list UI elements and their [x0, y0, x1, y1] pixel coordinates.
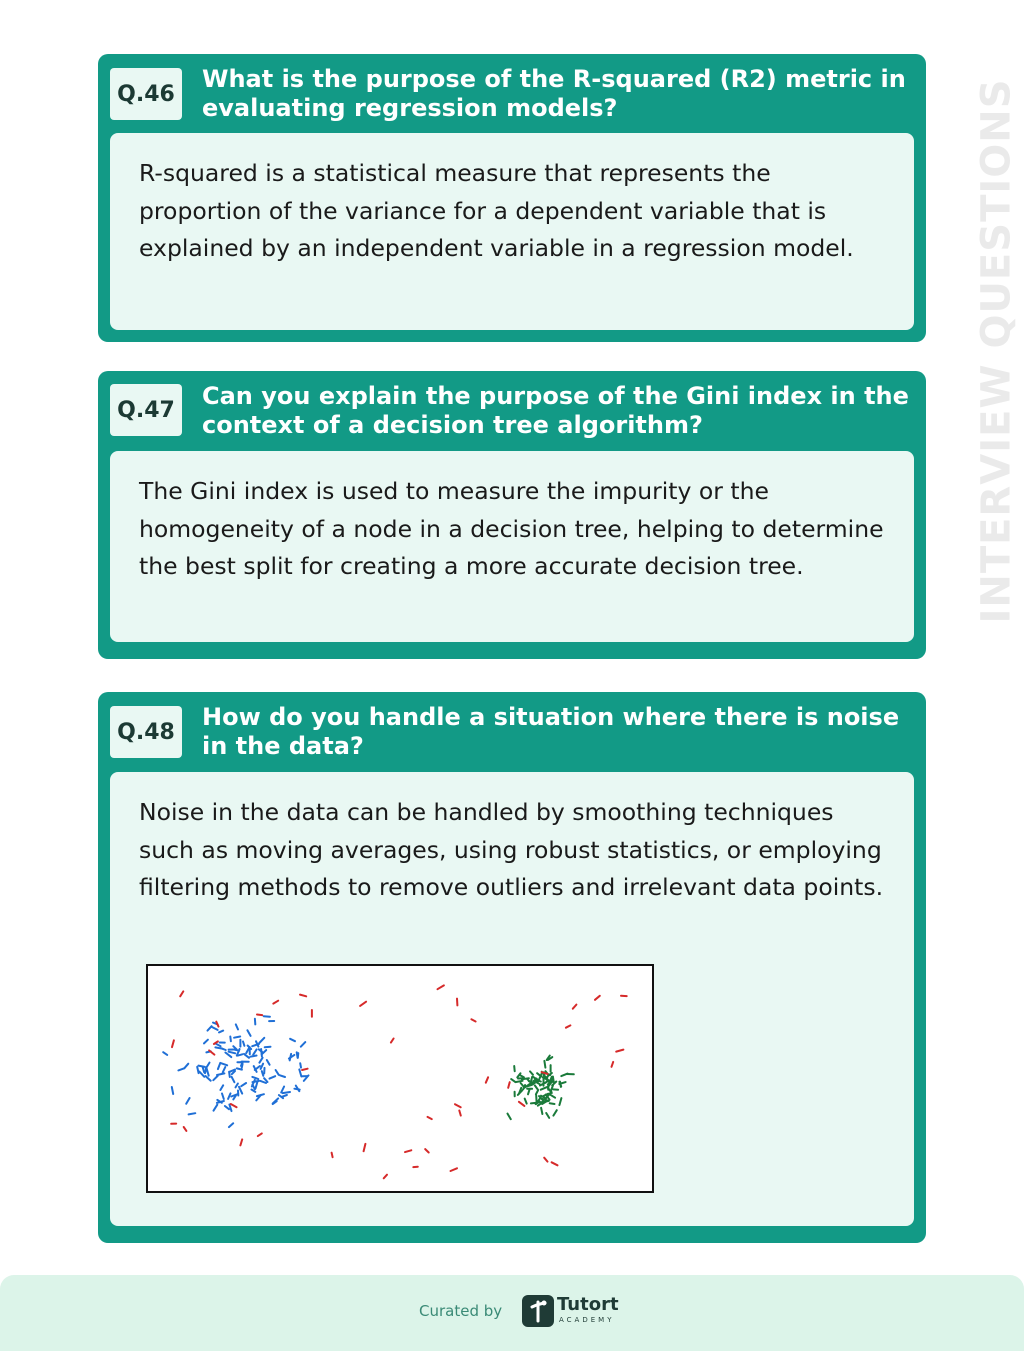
cluster-a-point [300, 1063, 301, 1067]
cluster-a-point [244, 1054, 249, 1058]
noise-point [332, 1153, 333, 1158]
cluster-a-point [184, 1064, 188, 1069]
cluster-b-point [550, 1103, 555, 1104]
noise-point [180, 991, 183, 996]
cluster-b-point [560, 1082, 561, 1087]
cluster-a-point [242, 1064, 243, 1068]
cluster-b-point [525, 1099, 527, 1104]
noise-point [240, 1139, 242, 1145]
cluster-a-point [281, 1087, 284, 1093]
answer-text: R-squared is a statistical measure that represents the proportion of the variance for a dependent variable that is explained by an independent variable in a regression model. [139, 159, 854, 262]
cluster-a-point [218, 1064, 220, 1069]
cluster-b-point [559, 1098, 561, 1105]
cluster-b-point [561, 1074, 567, 1077]
cluster-a-point [283, 1092, 290, 1093]
cluster-a-point [265, 1047, 271, 1048]
noise-point [184, 1127, 187, 1131]
answer-panel [110, 772, 914, 1226]
cluster-a-point [252, 1085, 255, 1090]
brand-name: Tutort [557, 1294, 619, 1315]
cluster-a-point [259, 1049, 263, 1053]
cluster-b-point [546, 1113, 549, 1118]
cluster-b-point [536, 1082, 540, 1084]
question-number: Q.46 [110, 68, 182, 120]
noise-point [405, 1150, 411, 1152]
noise-point [300, 995, 306, 997]
cluster-a-point [208, 1026, 212, 1030]
cluster-b-point [553, 1110, 556, 1115]
noise-point [544, 1158, 547, 1162]
noise-point [566, 1025, 571, 1027]
cluster-a-point [215, 1043, 220, 1046]
cluster-a-point [207, 1068, 209, 1075]
cluster-a-point [229, 1105, 231, 1112]
cluster-a-point [297, 1052, 298, 1057]
noise-point [455, 1104, 461, 1107]
cluster-a-point [178, 1068, 184, 1070]
cluster-a-point [219, 1031, 223, 1033]
question-card-46 [98, 54, 926, 342]
noise-point [595, 996, 600, 1000]
cluster-a-point [229, 1123, 233, 1127]
cluster-a-point [238, 1054, 242, 1055]
cluster-a-point [270, 1076, 276, 1078]
answer-panel [110, 451, 914, 642]
cluster-a-point [212, 1027, 217, 1030]
cluster-a-point [253, 1081, 260, 1082]
answer-panel [110, 133, 914, 330]
noise-point [257, 1015, 262, 1016]
cluster-a-point [197, 1067, 198, 1073]
cluster-a-point [301, 1042, 306, 1047]
cluster-b-point [520, 1075, 524, 1077]
noise-point [451, 1168, 458, 1171]
cluster-a-point [186, 1098, 189, 1104]
question-card-48 [98, 692, 926, 1243]
cluster-a-point [282, 1095, 287, 1097]
noise-point [486, 1077, 488, 1082]
cluster-b-point [536, 1090, 538, 1094]
cluster-b-point [508, 1114, 511, 1120]
cluster-b-point [514, 1066, 515, 1071]
cluster-a-point [276, 1070, 279, 1075]
cluster-b-point [521, 1083, 525, 1087]
answer-text: Noise in the data can be handled by smoothing techniques such as moving averages, using robust statistics, or employing filtering methods to remove outliers and irrelevant data points. [139, 798, 884, 901]
noise-scatter-plot [146, 964, 654, 1193]
cluster-b-point [553, 1077, 554, 1082]
cluster-b-point [541, 1108, 542, 1114]
noise-point [428, 1117, 432, 1119]
interview-questions-side-label [975, 38, 1019, 663]
footer [0, 1275, 1024, 1351]
cluster-a-point [253, 1049, 256, 1054]
noise-point [471, 1019, 475, 1021]
cluster-a-point [234, 1037, 240, 1038]
noise-point [612, 1062, 614, 1067]
cluster-a-point [230, 1037, 231, 1042]
noise-point [231, 1104, 237, 1107]
question-title: How do you handle a situation where there is noise in the data? [202, 703, 900, 760]
cluster-b-point [528, 1090, 530, 1095]
noise-point [364, 1144, 366, 1151]
curated-by-label: Curated by [419, 1302, 503, 1320]
noise-point [391, 1039, 394, 1043]
cluster-a-point [256, 1082, 258, 1089]
cluster-b-point [535, 1086, 538, 1090]
noise-point [519, 1102, 525, 1106]
cluster-a-point [189, 1113, 196, 1114]
noise-point [425, 1149, 429, 1152]
question-number: Q.48 [110, 706, 182, 758]
cluster-a-point [299, 1069, 301, 1076]
cluster-a-point [280, 1075, 285, 1077]
cluster-a-point [213, 1076, 217, 1080]
noise-point [273, 1001, 278, 1004]
cluster-a-point [203, 1067, 205, 1072]
noise-point [216, 1022, 218, 1027]
cluster-a-point [163, 1052, 167, 1055]
cluster-a-point [250, 1056, 256, 1057]
cluster-a-point [220, 1063, 227, 1065]
cluster-a-point [217, 1073, 224, 1075]
scatter-canvas [148, 966, 651, 1190]
noise-point [438, 985, 444, 989]
cluster-b-point [541, 1087, 548, 1090]
cluster-a-point [247, 1030, 250, 1036]
noise-point [302, 1069, 308, 1070]
cluster-a-point [290, 1039, 295, 1041]
cluster-a-point [206, 1076, 211, 1081]
noise-point [172, 1040, 174, 1047]
cluster-a-point [262, 1071, 264, 1076]
cluster-a-point [204, 1040, 208, 1044]
cluster-a-point [228, 1093, 230, 1099]
question-title: What is the purpose of the R-squared (R2) metric in evaluating regression models? [202, 65, 906, 122]
cluster-a-point [225, 1106, 229, 1109]
tutort-logo-icon [522, 1295, 554, 1327]
noise-point [573, 1005, 577, 1009]
cluster-a-point [261, 1064, 264, 1069]
cluster-a-point [229, 1052, 236, 1054]
cluster-b-point [530, 1071, 533, 1074]
question-title: Can you explain the purpose of the Gini index in the context of a decision tree algorithm? [202, 382, 909, 439]
cluster-b-point [511, 1079, 515, 1082]
cluster-a-point [215, 1047, 222, 1048]
noise-point [616, 1050, 623, 1052]
noise-point [258, 1133, 262, 1136]
cluster-a-point [223, 1067, 226, 1072]
cluster-b-point [515, 1081, 522, 1082]
cluster-a-point [198, 1066, 204, 1067]
cluster-a-point [264, 1016, 270, 1017]
cluster-a-point [232, 1077, 235, 1082]
noise-point [360, 1002, 366, 1006]
noise-point [384, 1175, 387, 1179]
cluster-a-point [260, 1081, 266, 1083]
cluster-a-point [259, 1058, 262, 1063]
noise-point [508, 1082, 510, 1088]
cluster-a-point [236, 1084, 238, 1088]
noise-point [552, 1162, 558, 1165]
cluster-a-point [239, 1087, 242, 1094]
question-number: Q.47 [110, 384, 182, 436]
cluster-a-point [267, 1060, 270, 1065]
cluster-b-point [544, 1061, 545, 1068]
cluster-a-point [172, 1087, 173, 1094]
noise-point [459, 1111, 461, 1116]
answer-text: The Gini index is used to measure the impurity or the homogeneity of a node in a decision tree, helping to determine the best split for creating a more accurate decision tree. [139, 477, 884, 580]
cluster-a-point [236, 1024, 238, 1029]
cluster-a-point [241, 1083, 246, 1086]
cluster-a-point [220, 1085, 223, 1090]
cluster-a-point [259, 1038, 264, 1043]
cluster-a-point [225, 1053, 231, 1058]
cluster-a-point [214, 1105, 218, 1111]
cluster-a-point [243, 1042, 244, 1046]
side-label-text: INTERVIEW QUESTIONS [974, 77, 1020, 624]
question-card-47 [98, 371, 926, 659]
cluster-a-point [222, 1094, 224, 1100]
cluster-a-point [252, 1077, 258, 1079]
brand-subtitle: ACADEMY [559, 1316, 615, 1324]
